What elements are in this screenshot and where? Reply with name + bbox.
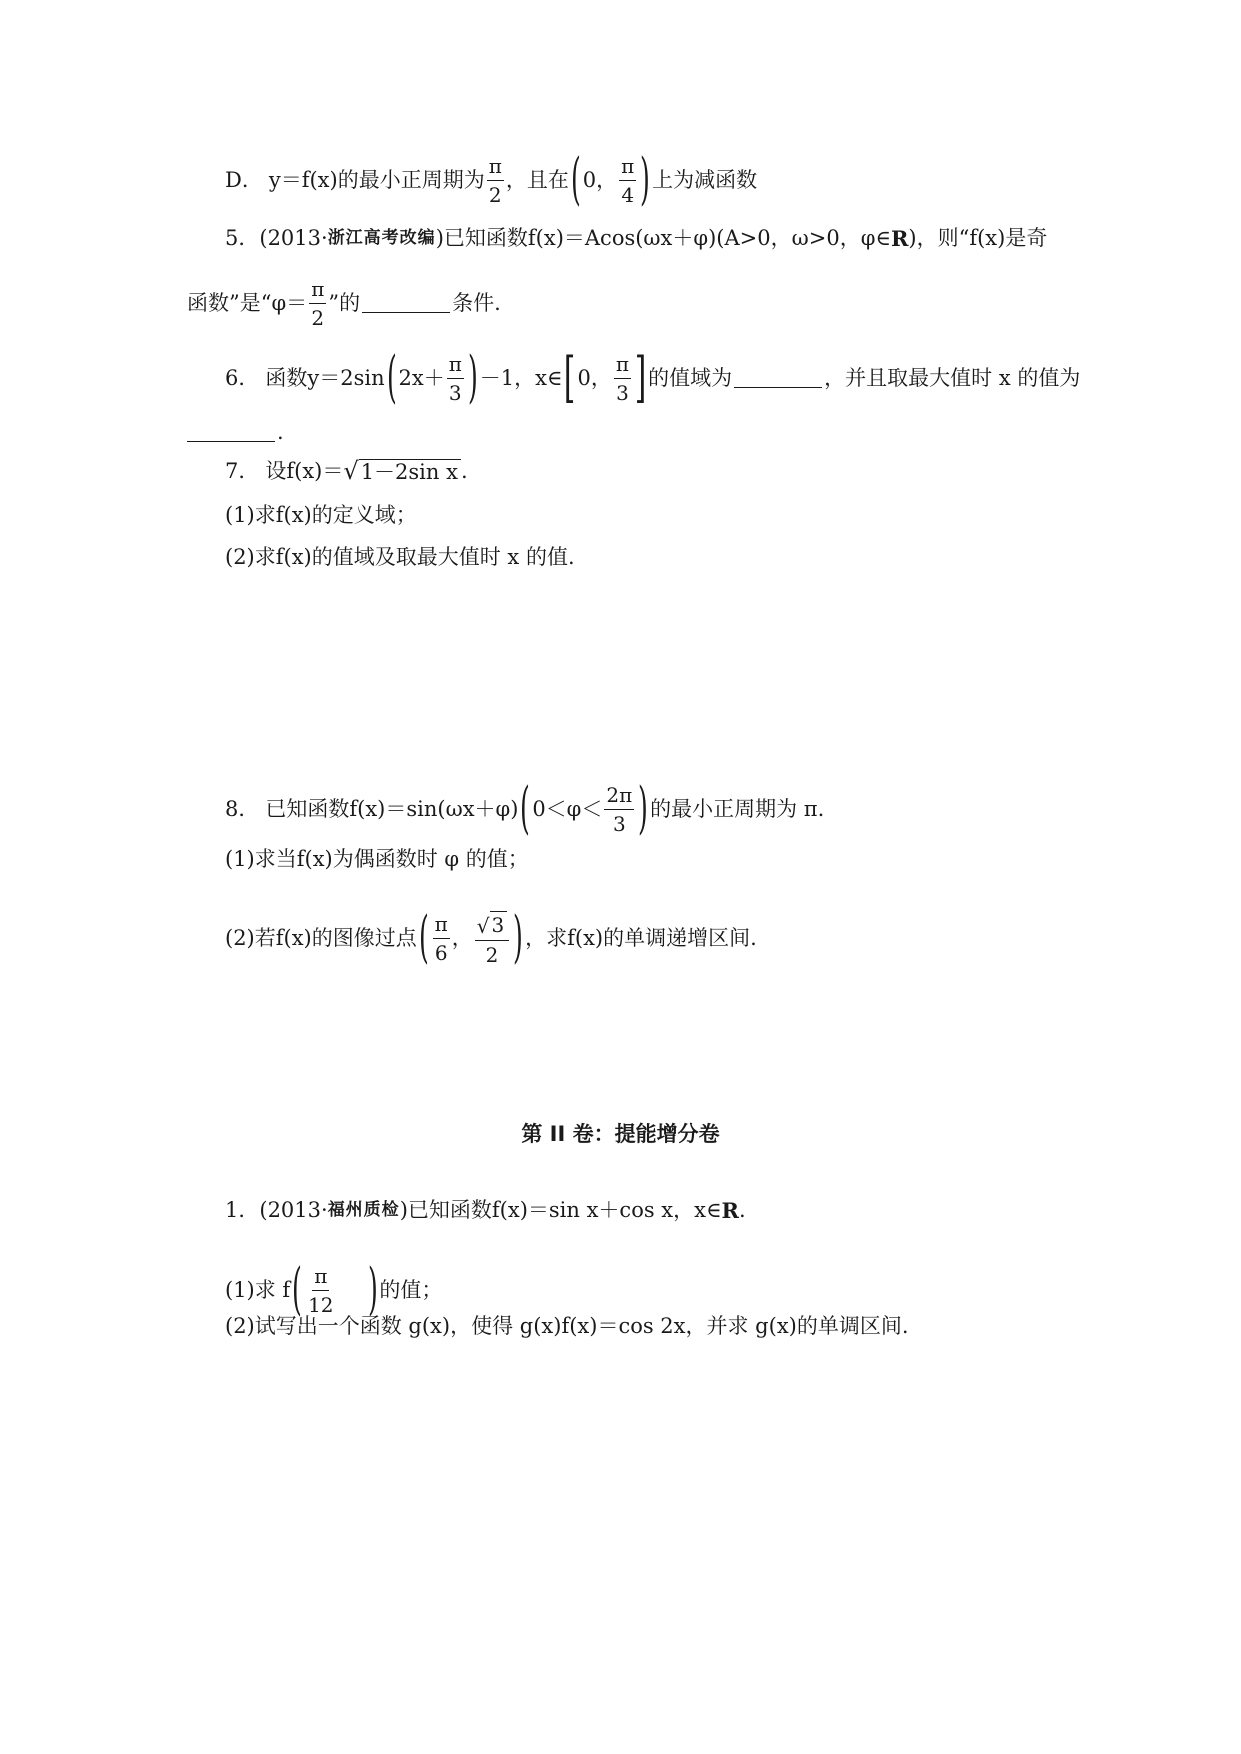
- question-7-number: 7．: [225, 458, 260, 483]
- question-7-sub1: (1)求f(x)的定义域；: [225, 503, 417, 527]
- question-5-number: 5．: [225, 226, 260, 250]
- problem-1: 1． (2013· 福州质检 ) 已知函数f(x)＝sin x＋cos x，x∈ R .: [225, 1198, 746, 1223]
- question-8-sub1: (1)求当f(x)为偶函数时 φ 的值；: [225, 847, 529, 871]
- question-8: 8． 已知函数f(x)＝sin(ωx＋φ) ( 0＜φ＜ $\frac{2\pi}{3}$ ) 的最小正周期为 π.: [225, 776, 825, 841]
- option-d-label: D．: [225, 167, 263, 192]
- phi-fraction: $\frac{\pi}{2}$: [311, 277, 325, 330]
- problem-1-sub2: (2)试写出一个函数 g(x)，使得 g(x)f(x)＝cos 2x，并求 g(x)的单调区间.: [225, 1314, 909, 1338]
- problem-1-source: 福州质检: [327, 1200, 400, 1220]
- question-5-text: 已知函数f(x)＝Acos(ωx＋φ)(A>0，ω>0，φ∈: [443, 226, 891, 250]
- right-paren: ): [640, 147, 651, 212]
- question-8-number: 8．: [225, 796, 260, 821]
- option-d-text: y＝f(x)的最小正周期为: [268, 167, 485, 192]
- question-6: 6． 函数y＝2sin ( 2x＋ $\frac{\pi}{3}$ ) －1，x∈ [ 0， $\frac{\pi}{3}$ ] 的值域为 ，并且取最大值时 x 的值为: [225, 345, 1081, 410]
- question-8-sub2: (2)若f(x)的图像过点 ( $\frac{\pi}{6}$ ， √ 3 2 ) ，求f(x)的单调递增区间.: [225, 905, 757, 970]
- sqrt-expression: √ 1－2sin x: [343, 459, 461, 483]
- phi-bound-fraction: $\frac{2\pi}{3}$: [606, 782, 633, 836]
- answer-blank[interactable]: [734, 369, 822, 388]
- left-paren: (: [570, 147, 581, 212]
- period-fraction: $\frac{\pi}{2}$: [488, 153, 502, 207]
- question-7-sub2: (2)求f(x)的值域及取最大值时 x 的值.: [225, 545, 575, 569]
- question-6-line2: .: [187, 422, 284, 443]
- answer-blank[interactable]: [187, 423, 275, 442]
- domain-fraction: $\frac{\pi}{3}$: [615, 351, 630, 405]
- shift-fraction: $\frac{\pi}{3}$: [448, 351, 462, 405]
- question-5: 5． (2013· 浙江高考改编 ) 已知函数f(x)＝Acos(ωx＋φ)(A>0，ω>0，φ∈ R )，则“f(x)是奇: [225, 226, 1048, 251]
- problem-1-sub1: (1)求 f ( $\frac{\pi}{12}$ ) 的值；: [225, 1257, 443, 1322]
- question-6-number: 6．: [225, 365, 260, 390]
- point-y-fraction: √ 3 2: [475, 911, 509, 966]
- interval-start: 0，: [582, 167, 618, 192]
- option-d: [225, 147, 758, 212]
- section-2-title: 第 II 卷：提能增分卷: [521, 1122, 720, 1146]
- question-5-source: 浙江高考改编: [327, 228, 436, 248]
- question-7: 7． 设f(x)＝ √ 1－2sin x .: [225, 457, 468, 485]
- pi-12-fraction: $\frac{\pi}{12}$: [308, 1263, 334, 1317]
- question-5-line2: 函数”是“φ＝ $\frac{\pi}{2}$ ”的 条件.: [187, 277, 501, 330]
- problem-1-number: 1．: [225, 1198, 260, 1222]
- answer-blank[interactable]: [362, 294, 450, 313]
- option-d-text3: 上为减函数: [652, 167, 758, 192]
- interval-fraction: $\frac{\pi}{4}$: [621, 153, 635, 207]
- option-d-text2: ，且在: [505, 167, 569, 192]
- point-x-fraction: $\frac{\pi}{6}$: [434, 911, 448, 965]
